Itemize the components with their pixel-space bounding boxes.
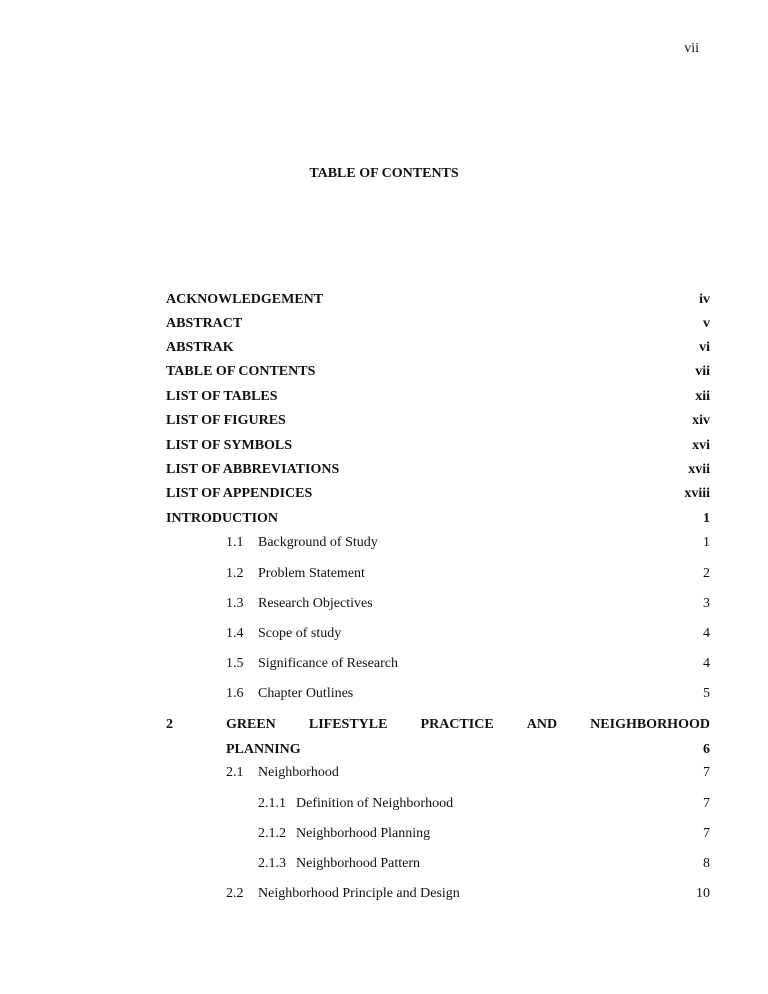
toc-subsection-2-1-1[interactable] — [166, 794, 710, 814]
toc-entry-page: 7 — [703, 796, 710, 811]
toc-chapter-title-word: LIFESTYLE — [308, 717, 388, 732]
toc-subsection-2-1-3[interactable] — [166, 854, 710, 874]
toc-chapter-title-word: AND — [526, 717, 558, 732]
toc-chapter-title: INTRODUCTION — [166, 511, 279, 526]
toc-chapter-2-line1[interactable] — [166, 715, 710, 735]
toc-section-number: 1.4 — [226, 626, 244, 641]
toc-entry-page: 4 — [703, 656, 710, 671]
toc-entry-page: v — [703, 316, 710, 331]
toc-subsection-title: Neighborhood Pattern — [296, 856, 421, 871]
toc-section-number: 2.1 — [226, 765, 244, 780]
toc-entry-list-of-abbreviations[interactable] — [166, 460, 710, 480]
toc-entry-label: LIST OF ABBREVIATIONS — [166, 462, 340, 477]
toc-chapter-title-word: NEIGHBORHOOD — [590, 717, 710, 732]
toc-entry-label: ABSTRAK — [166, 340, 234, 355]
toc-section-title: Chapter Outlines — [258, 686, 354, 701]
toc-subsection-title: Definition of Neighborhood — [296, 796, 454, 811]
toc-section-1-6[interactable] — [166, 684, 710, 704]
toc-entry-page: 8 — [703, 856, 710, 871]
toc-subsection-number: 2.1.1 — [258, 796, 286, 811]
toc-section-1-4[interactable] — [166, 624, 710, 644]
toc-entry-label: LIST OF FIGURES — [166, 413, 286, 428]
toc-entry-list-of-appendices[interactable] — [166, 484, 710, 504]
page-number: vii — [684, 41, 699, 56]
toc-section-1-1[interactable] — [166, 533, 710, 553]
toc-entry-page: xviii — [684, 486, 710, 501]
toc-entry-page: 1 — [703, 535, 710, 550]
toc-entry-page: 7 — [703, 765, 710, 780]
toc-section-number: 1.3 — [226, 596, 244, 611]
toc-entry-list-of-symbols[interactable] — [166, 436, 710, 456]
toc-entry-label: LIST OF SYMBOLS — [166, 438, 293, 453]
toc-chapter-introduction[interactable] — [166, 509, 710, 529]
toc-section-1-3[interactable] — [166, 594, 710, 614]
toc-section-2-1[interactable] — [166, 763, 710, 783]
toc-entry-page: xvii — [688, 462, 710, 477]
toc-entry-page: vi — [699, 340, 710, 355]
toc-entry-page: 3 — [703, 596, 710, 611]
toc-subsection-number: 2.1.2 — [258, 826, 286, 841]
toc-chapter-title-word: GREEN — [226, 717, 276, 732]
toc-entry-page: 10 — [696, 886, 710, 901]
toc-chapter-number: 2 — [166, 717, 173, 732]
toc-chapter-title-line1 — [226, 715, 710, 735]
toc-subsection-number: 2.1.3 — [258, 856, 286, 871]
toc-section-title: Scope of study — [258, 626, 342, 641]
toc-section-1-5[interactable] — [166, 654, 710, 674]
toc-section-title: Neighborhood Principle and Design — [258, 886, 460, 901]
toc-section-title: Research Objectives — [258, 596, 373, 611]
toc-chapter-title-line2: PLANNING — [226, 742, 301, 757]
toc-entry-page: 7 — [703, 826, 710, 841]
toc-section-title: Problem Statement — [258, 566, 365, 581]
toc-entry-label: LIST OF TABLES — [166, 389, 278, 404]
toc-entry-page: vii — [695, 364, 710, 379]
toc-section-2-2[interactable] — [166, 884, 710, 904]
toc-entry-list-of-figures[interactable] — [166, 411, 710, 431]
toc-section-number: 1.1 — [226, 535, 244, 550]
toc-entry-table-of-contents[interactable] — [166, 362, 710, 382]
toc-entry-page: xiv — [692, 413, 710, 428]
page-title: TABLE OF CONTENTS — [309, 166, 459, 181]
toc-entry-page: xii — [695, 389, 710, 404]
toc-entry-abstrak[interactable] — [166, 338, 710, 358]
toc-entry-label: ACKNOWLEDGEMENT — [166, 292, 324, 307]
toc-section-title: Neighborhood — [258, 765, 339, 780]
toc-section-title: Significance of Research — [258, 656, 398, 671]
toc-entry-abstract[interactable] — [166, 314, 710, 334]
toc-subsection-title: Neighborhood Planning — [296, 826, 431, 841]
toc-entry-page: 6 — [703, 742, 710, 757]
toc-entry-list-of-tables[interactable] — [166, 387, 710, 407]
toc-section-number: 1.2 — [226, 566, 244, 581]
toc-entry-page: 4 — [703, 626, 710, 641]
toc-entry-page: iv — [699, 292, 710, 307]
toc-section-number: 1.6 — [226, 686, 244, 701]
toc-section-number: 1.5 — [226, 656, 244, 671]
toc-section-title: Background of Study — [258, 535, 378, 550]
toc-entry-page: 1 — [703, 511, 710, 526]
toc-entry-label: ABSTRACT — [166, 316, 243, 331]
toc-subsection-2-1-2[interactable] — [166, 824, 710, 844]
toc-entry-label: TABLE OF CONTENTS — [166, 364, 316, 379]
toc-entry-page: xvi — [692, 438, 710, 453]
toc-chapter-title-word: PRACTICE — [420, 717, 494, 732]
toc-entry-acknowledgement[interactable] — [166, 290, 710, 310]
toc-entry-page: 2 — [703, 566, 710, 581]
toc-entry-page: 5 — [703, 686, 710, 701]
toc-section-number: 2.2 — [226, 886, 244, 901]
toc-chapter-2-line2[interactable] — [166, 740, 710, 760]
toc-section-1-2[interactable] — [166, 564, 710, 584]
toc-entry-label: LIST OF APPENDICES — [166, 486, 313, 501]
